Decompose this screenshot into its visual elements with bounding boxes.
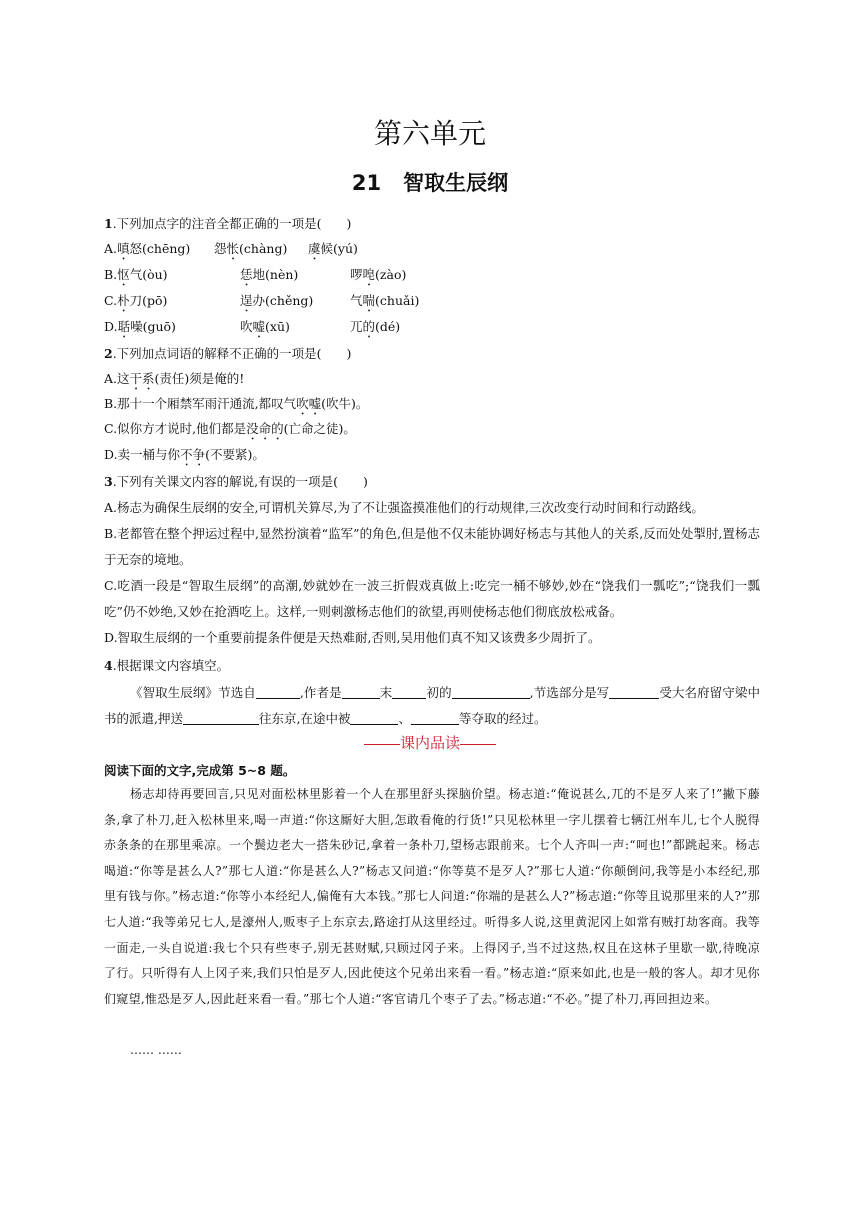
q3-option-b: B.老都管在整个押运过程中,显然扮演着“监军”的角色,但是他不仅未能协调好杨志与其他人的关系,反而处处掣肘,置杨志于无奈的境地。 [104,526,760,567]
q1-option-d-1: D.聒噪(guō) [104,319,176,334]
blank-4[interactable] [452,684,530,699]
q4-text-3: 末 [379,685,393,700]
q4-text-5: ,节选部分是写 [529,685,610,700]
question-1-number: 1 [104,216,113,231]
section-line-right [460,744,496,745]
q2-option-d: D.卖一桶与你不争(不要紧)。 [104,447,265,462]
question-4-number: 4 [104,658,113,673]
q1-option-b-3: 啰唣(zào) [350,267,407,282]
blank-2[interactable] [342,684,380,699]
q2-option-c: C.似你方才说时,他们都是没命的(亡命之徒)。 [104,421,356,436]
q1-option-a-1: A.嗔怒(chēng) [104,241,191,256]
lesson-name: 智取生辰纲 [403,171,509,195]
question-2-stem [104,344,351,362]
q2-option-a: A.这干系(责任)须是俺的! [104,371,245,386]
blank-3[interactable] [392,684,426,699]
q3-option-d: D.智取生辰纲的一个重要前提条件便是天热难耐,否则,吴用他们真不知又该费多少周折了。 [104,630,601,645]
q1-option-b-1: B.怄气(òu) [104,267,168,282]
section-line-left [364,744,400,745]
q1-option-d-3: 兀的(dé) [350,319,401,334]
question-2-text: .下列加点词语的解释不正确的一项是( ) [112,346,352,361]
reading-instruction: 阅读下面的文字,完成第 5~8 题。 [104,763,296,778]
q4-text-8: 、 [398,711,411,726]
q1-option-a-2: 怨怅(chàng) [214,241,288,256]
blank-6[interactable] [183,710,259,725]
question-1-text: .下列加点字的注音全都正确的一项是( ) [112,216,352,231]
q1-option-d-2: 吹嘘(xū) [240,319,290,334]
q2-option-b: B.那十一个厢禁军雨汗通流,都叹气吹嘘(吹牛)。 [104,396,369,411]
passage-ellipsis: …… …… [130,1043,182,1057]
q3-option-c: C.吃酒一段是“智取生辰纲”的高潮,妙就妙在一波三折假戏真做上:吃完一桶不够妙,妙在“饶我们一瓢吃”;“饶我们一瓢吃”仍不妙绝,又妙在抢酒吃上。这样,一则刺激杨志他们的欲望,再则使杨志他们彻底放松戒备。 [104,578,760,619]
q1-option-a-3: 虞候(yú) [308,241,358,256]
section-title: 课内品读 [399,734,460,752]
lesson-title [0,167,860,197]
q4-text-7: 往东京,在途中被 [258,711,351,726]
q4-text-1: 《智取生辰纲》节选自 [130,685,256,700]
q3-option-a: A.杨志为确保生辰纲的安全,可谓机关算尽,为了不让强盗摸准他们的行动规律,三次改变行动时间和行动路线。 [104,500,704,515]
question-1-stem [104,214,351,232]
question-3-text: .下列有关课文内容的解说,有误的一项是( ) [112,474,368,489]
question-3-stem [104,472,368,490]
question-2-number: 2 [104,346,113,361]
blank-7[interactable] [350,710,398,725]
q1-option-c-1: C.朴刀(pō) [104,293,168,308]
q4-text-6: 受大名府留守梁中书的派遣,押送 [104,685,760,726]
blank-5[interactable] [609,684,659,699]
q4-text-2: ,作者是 [299,685,342,700]
blank-1[interactable] [256,684,300,699]
q1-option-c-3: 气喘(chuǎi) [350,293,420,308]
question-4-text: .根据课文内容填空。 [112,658,230,673]
lesson-number: 21 [351,171,382,195]
unit-title: 第六单元 [373,117,486,150]
q4-text-9: 等夺取的经过。 [458,711,547,726]
question-3-number: 3 [104,474,113,489]
q4-fill-blank [104,680,760,732]
question-4-stem [104,656,229,674]
q4-text-4: 初的 [426,685,452,700]
q1-option-b-2: 恁地(nèn) [240,267,299,282]
reading-passage: 杨志却待再要回言,只见对面松林里影着一个人在那里舒头探脑价望。杨志道:“俺说甚么,兀的不是歹人来了!”撇下藤条,拿了朴刀,赶入松林里来,喝一声道:“你这厮好大胆,怎敢看俺的行货!”只见松林里一字儿摆着七辆江州车儿,七个人脱得赤条条的在那里乘凉。一个鬓边老大一搭朱砂记,拿着一条朴刀,望杨志跟前来。七个人齐叫一声:“呵也!”都跳起来。杨志喝道:“你等是甚么人?”那七人道:“你是甚么人?”杨志又问道:“你等莫不是歹人?”那七人道:“你颠倒问,我等是小本经纪,那里有钱与你。”杨志道:“你等小本经纪人,偏俺有大本钱。”那七人问道:“你端的是甚么人?”杨志道:“你等且说那里来的人?”那七人道:“我等弟兄七人,是濠州人,贩枣子上东京去,路途打从这里经过。听得多人说,这里黄泥冈上如常有贼打劫客商。我等一面走,一头自说道:我七个只有些枣子,别无甚财赋,只顾过冈子来。上得冈子,当不过这热,权且在这林子里歇一歇,待晚凉了行。只听得有人上冈子来,我们只怕是歹人,因此使这个兄弟出来看一看。”杨志道:“原来如此,也是一般的客人。却才见你们窥望,惟恐是歹人,因此赶来看一看。”那七个人道:“客官请几个枣子了去。”杨志道:“不必。”提了朴刀,再回担边来。 [104,787,760,1006]
section-heading [0,732,860,753]
blank-8[interactable] [411,710,459,725]
q1-option-c-2: 逞办(chěng) [240,293,314,308]
